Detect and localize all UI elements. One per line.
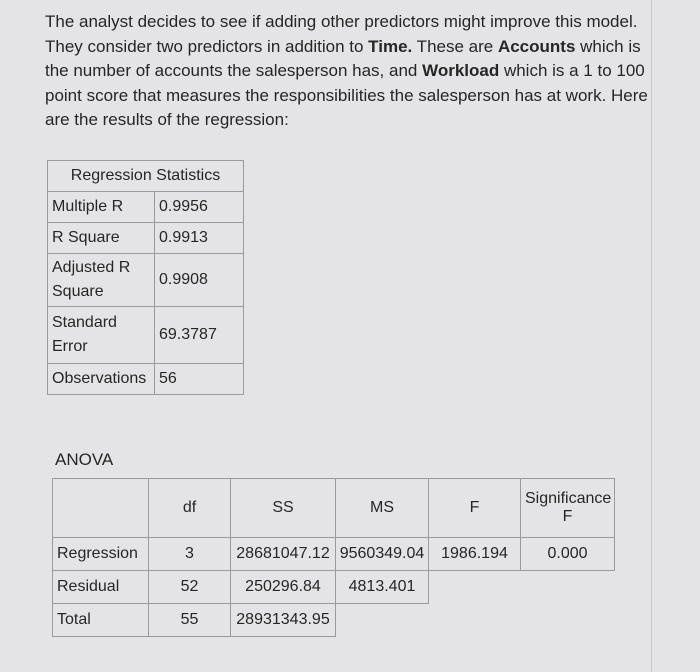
empty-cell — [429, 571, 521, 604]
anova-title: ANOVA — [55, 450, 114, 469]
row-label: Total — [53, 604, 149, 637]
table-row — [53, 604, 615, 637]
stat-label: Observations — [48, 364, 155, 395]
stat-label: Adjusted R Square — [48, 254, 155, 307]
stat-value: 0.9956 — [155, 192, 244, 223]
cell: 3 — [149, 538, 231, 571]
stat-value: 0.9913 — [155, 223, 244, 254]
row-label: Residual — [53, 571, 149, 604]
table-row — [53, 538, 615, 571]
cell: 28681047.12 — [231, 538, 336, 571]
header-cell: df — [149, 479, 231, 538]
header-cell: F — [429, 479, 521, 538]
stat-label: R Square — [48, 223, 155, 254]
empty-cell — [429, 604, 521, 637]
table-row — [48, 254, 244, 307]
cell: 52 — [149, 571, 231, 604]
bold-time: Time. — [368, 36, 413, 56]
stats-title: Regression Statistics — [48, 161, 244, 192]
anova-table — [52, 478, 615, 637]
text: which is the number of accounts the salesperson has, and — [45, 36, 641, 81]
stat-value: 56 — [155, 364, 244, 395]
table-row — [48, 307, 244, 364]
text: These are — [412, 36, 498, 56]
cell: 1986.194 — [429, 538, 521, 571]
cell: 4813.401 — [336, 571, 429, 604]
table-row — [48, 192, 244, 223]
stat-value: 69.3787 — [155, 307, 244, 364]
text: The analyst decides to see if adding other predictors might improve this model. They consider two predictors in addition to — [45, 12, 638, 56]
bold-workload: Workload — [422, 61, 500, 81]
stat-label: Standard Error — [48, 307, 155, 364]
regression-statistics-table — [47, 160, 244, 395]
question-paragraph — [45, 10, 655, 133]
cell: 28931343.95 — [231, 604, 336, 637]
stat-label: Multiple R — [48, 192, 155, 223]
header-cell: Significance F — [521, 479, 615, 538]
cell: 9560349.04 — [336, 538, 429, 571]
bold-accounts: Accounts — [497, 36, 576, 56]
table-header-row — [53, 479, 615, 538]
table-row — [53, 571, 615, 604]
cell: 55 — [149, 604, 231, 637]
row-label: Regression — [53, 538, 149, 571]
empty-cell — [521, 571, 615, 604]
cell: 250296.84 — [231, 571, 336, 604]
stat-value: 0.9908 — [155, 254, 244, 307]
header-cell: SS — [231, 479, 336, 538]
empty-cell — [521, 604, 615, 637]
text: which is a 1 to 100 point score that measures the responsibilities the salesperson has at work. Here are the results of the regression: — [45, 61, 648, 130]
cell: 0.000 — [521, 538, 615, 571]
header-cell — [53, 479, 149, 538]
table-row — [48, 223, 244, 254]
table-row — [48, 364, 244, 395]
header-cell: MS — [336, 479, 429, 538]
empty-cell — [336, 604, 429, 637]
